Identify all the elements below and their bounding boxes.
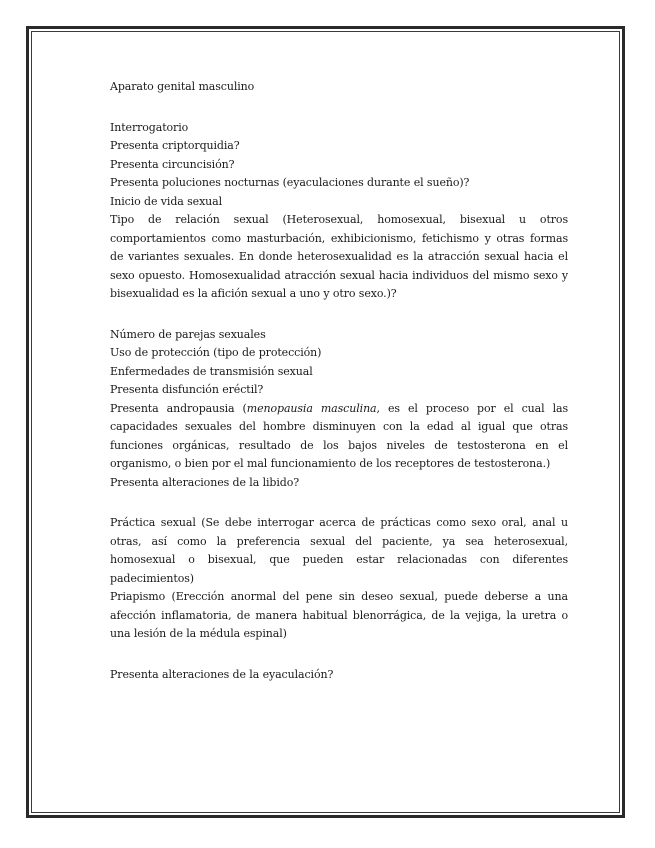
question-disfuncion-erectil: Presenta disfunción eréctil? [110, 383, 264, 396]
andropausia-rest: , es el proceso por el cual las capacidades sexuales del hombre disminuyen con la edad al igual que otras funciones orgánicas, resultado de los bajos niveles de testosterona en el organismo, o bien por el mal funcionamiento de los receptores de testosterona.) [110, 401, 568, 470]
section-title: Aparato genital masculino [110, 80, 255, 93]
andropausia-lead: Presenta andropausia ( [110, 401, 247, 415]
question-uso-proteccion: Uso de protección (tipo de protección) [110, 346, 322, 359]
interrogatorio-heading: Interrogatorio [110, 120, 189, 134]
question-criptorquidia: Presenta criptorquidia? [110, 139, 240, 152]
question-poluciones: Presenta poluciones nocturnas (eyaculaciones durante el sueño)? [110, 176, 470, 189]
question-andropausia [110, 400, 568, 474]
question-circuncision: Presenta circuncisión? [110, 157, 235, 171]
question-practica-sexual: Práctica sexual (Se debe interrogar acerca de prácticas como sexo oral, anal u otras, así como la preferencia sexual del paciente, ya sea heterosexual, homosexual o bisexual, que pueden estar relacionadas con diferentes padecimientos) [110, 516, 568, 585]
question-numero-parejas: Número de parejas sexuales [110, 327, 266, 341]
andropausia-term: menopausia masculina [246, 401, 377, 415]
question-eyaculacion: Presenta alteraciones de la eyaculación? [110, 667, 334, 681]
question-priapismo: Priapismo (Erección anormal del pene sin deseo sexual, puede deberse a una afección inflamatoria, de manera habitual blenorrágica, de la vejiga, la uretra o una lesión de la médula espinal) [110, 590, 568, 640]
question-tipo-relacion: Tipo de relación sexual (Heterosexual, homosexual, bisexual u otros comportamientos como masturbación, exhibicionismo, fetichismo y otras formas de variantes sexuales. En donde heterosexualidad es la atracción sexual hacia el sexo opuesto. Homosexualidad atracción sexual hacia individuos del mismo sexo y bisexualidad es la afición sexual a uno y otro sexo.)? [110, 213, 568, 300]
document-body [110, 78, 568, 684]
question-inicio-vida-sexual: Inicio de vida sexual [110, 194, 223, 208]
question-ets: Enfermedades de transmisión sexual [110, 364, 313, 378]
question-libido: Presenta alteraciones de la libido? [110, 475, 300, 489]
